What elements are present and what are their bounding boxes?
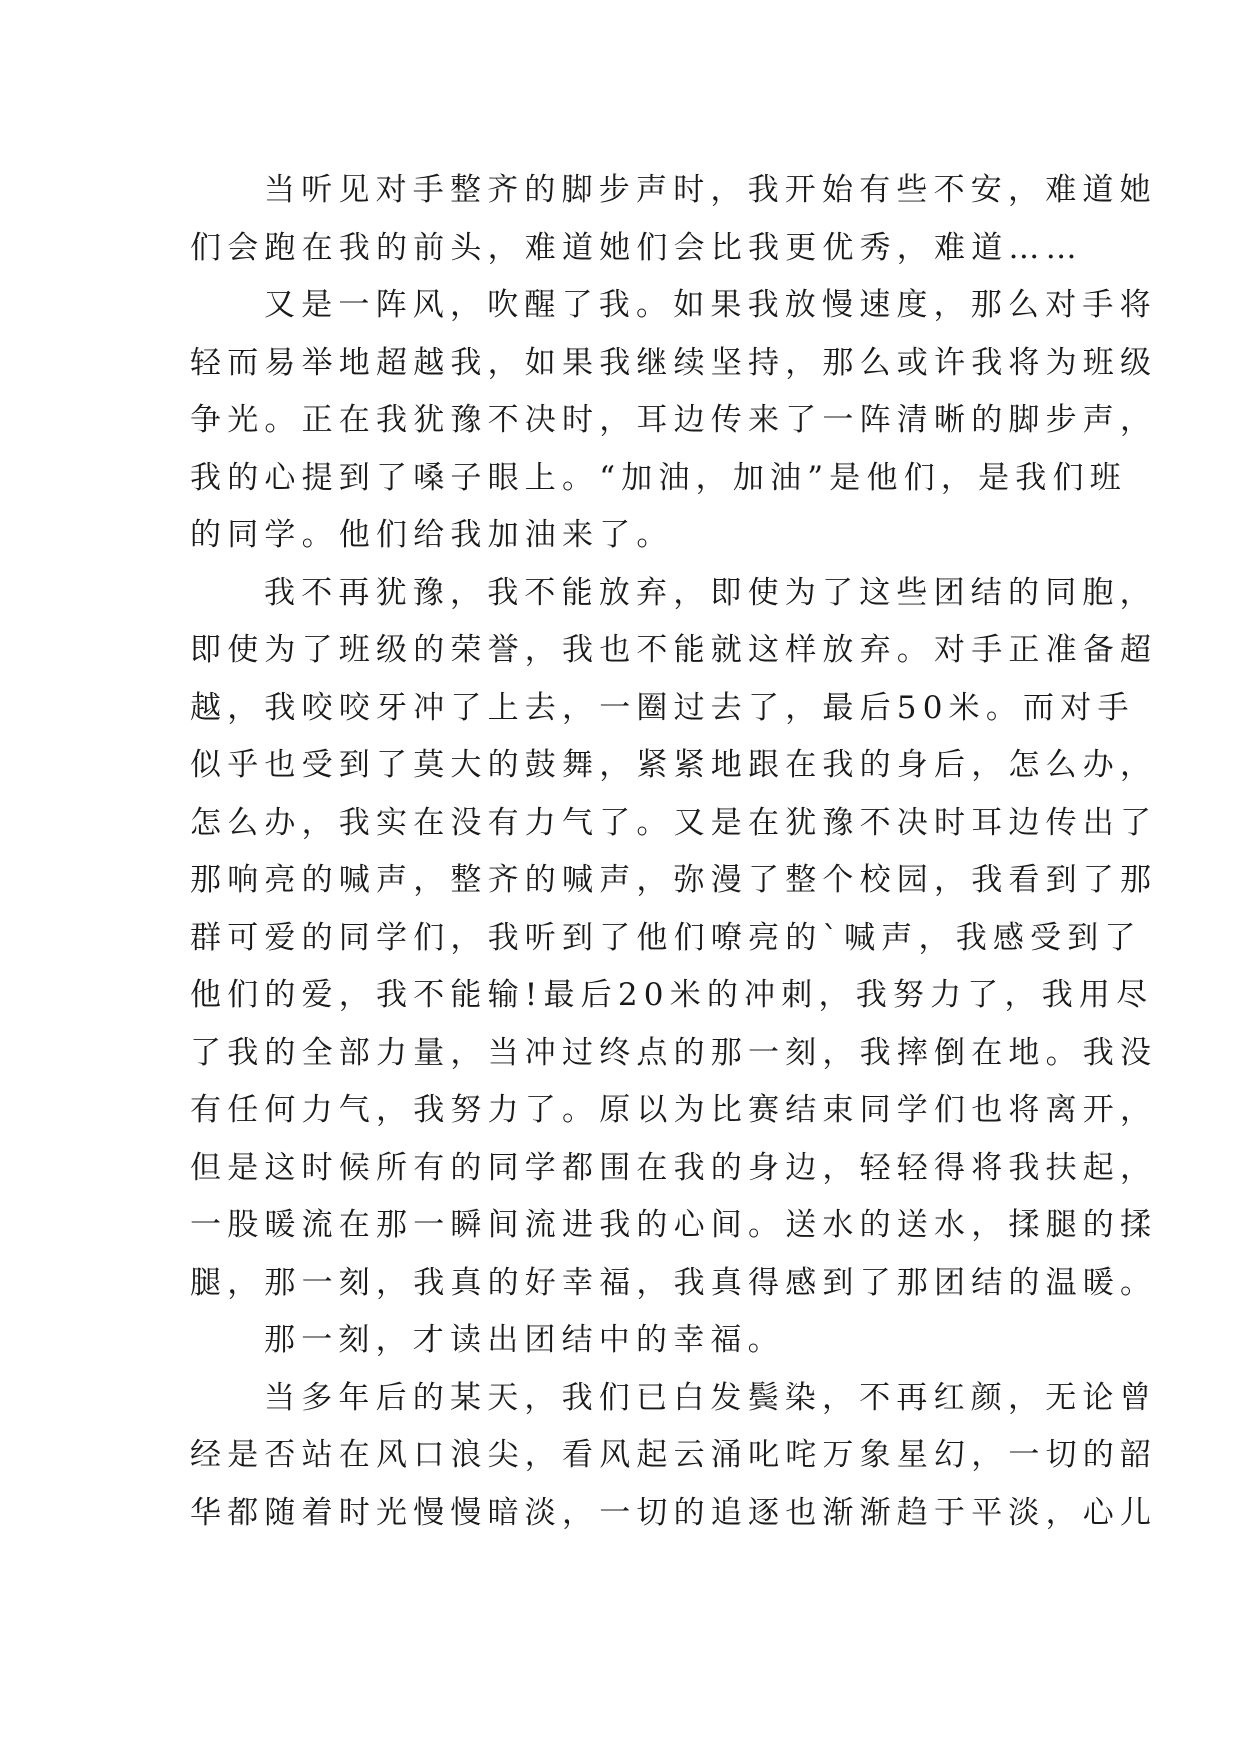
text-line: 轻而易举地超越我，如果我继续坚持，那么或许我将为班级 [190, 344, 1158, 381]
text-line: 华都随着时光慢慢暗淡，一切的追逐也渐渐趋于平淡，心儿 [190, 1494, 1158, 1531]
text-line: 但是这时候所有的同学都围在我的身边，轻轻得将我扶起， [190, 1149, 1158, 1186]
text-line: 我不再犹豫，我不能放弃，即使为了这些团结的同胞， [264, 574, 1157, 611]
text-line: 的同学。他们给我加油来了。 [190, 517, 674, 553]
text-line: 当听见对手整齐的脚步声时，我开始有些不安，难道她 [264, 172, 1157, 208]
text-line: 怎么办，我实在没有力气了。又是在犹豫不决时耳边传出了 [190, 804, 1158, 841]
text-line: 那一刻，才读出团结中的幸福。 [264, 1322, 785, 1358]
document-body [190, 162, 1158, 1542]
text-line: 又是一阵风，吹醒了我。如果我放慢速度，那么对手将 [264, 287, 1157, 323]
text-line: 他们的爱，我不能输!最后20米的冲刺，我努力了，我用尽 [190, 977, 1154, 1013]
text-line: 似乎也受到了莫大的鼓舞，紧紧地跟在我的身后，怎么办， [190, 747, 1158, 783]
text-line: 腿，那一刻，我真的好幸福，我真得感到了那团结的温暖。 [190, 1264, 1158, 1301]
text-line: 们会跑在我的前头，难道她们会比我更优秀，难道…… [190, 229, 1083, 266]
text-line: 经是否站在风口浪尖，看风起云涌叱咤万象星幻，一切的韶 [190, 1437, 1158, 1473]
text-line: 当多年后的某天，我们已白发鬓染，不再红颜，无论曾 [264, 1379, 1157, 1416]
text-line: 了我的全部力量，当冲过终点的那一刻，我摔倒在地。我没 [190, 1034, 1158, 1071]
text-line: 群可爱的同学们，我听到了他们嘹亮的`喊声，我感受到了 [190, 919, 1142, 956]
text-line: 越，我咬咬牙冲了上去，一圈过去了，最后50米。而对手 [190, 689, 1135, 726]
text-line: 即使为了班级的荣誉，我也不能就这样放弃。对手正准备超 [190, 632, 1158, 668]
text-line: 一股暖流在那一瞬间流进我的心间。送水的送水，揉腿的揉 [190, 1207, 1158, 1243]
text-line: 争光。正在我犹豫不决时，耳边传来了一阵清晰的脚步声， [190, 402, 1158, 438]
text-line: 有任何力气，我努力了。原以为比赛结束同学们也将离开， [190, 1092, 1158, 1128]
text-line: 我的心提到了嗓子眼上。“加油，加油”是他们，是我们班 [190, 459, 1127, 496]
text-line: 那响亮的喊声，整齐的喊声，弥漫了整个校园，我看到了那 [190, 862, 1158, 898]
